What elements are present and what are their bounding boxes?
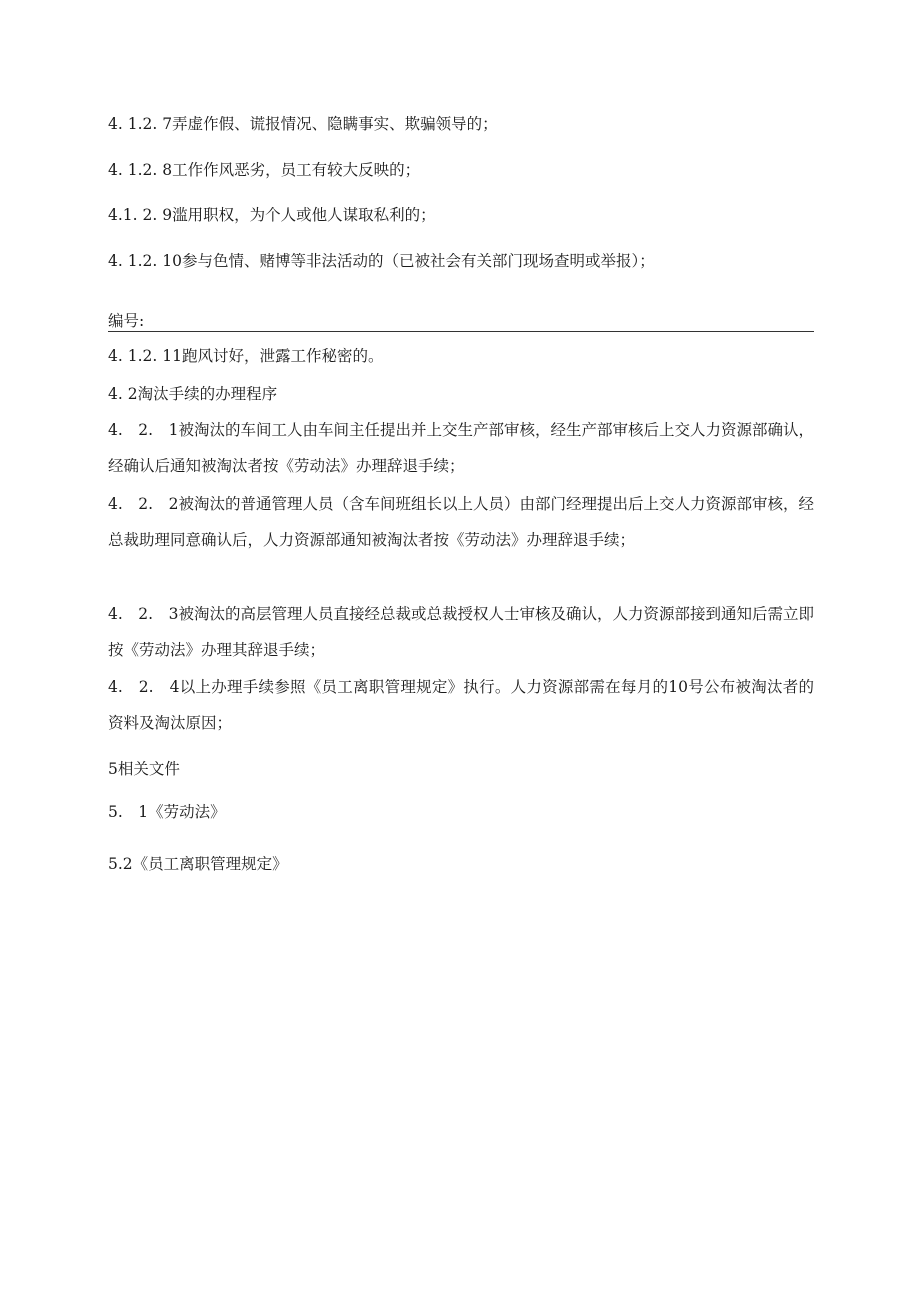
clause-4-1-2-7: 4. 1.2. 7弄虚作假、谎报情况、隐瞒事实、欺骗领导的； <box>108 115 498 133</box>
clause-4-1-2-8: 4. 1.2. 8工作作风恶劣，员工有较大反映的； <box>108 161 421 179</box>
clause-4-1-2-10: 4. 1.2. 10参与色情、赌博等非法活动的（已被社会有关部门现场查明或举报）； <box>108 252 655 270</box>
clause-4-2-1: 4. 2. 1被淘汰的车间工人由车间主任提出并上交生产部审核，经生产部审核后上交人力资源部确认，经确认后通知被淘汰者按《劳动法》办理辞退手续； <box>108 421 814 475</box>
clause-5-2: 5.2《员工离职管理规定》 <box>108 855 288 873</box>
clause-4-2-3: 4. 2. 3被淘汰的高层管理人员直接经总裁或总裁授权人士审核及确认，人力资源部接到通知后需立即按《劳动法》办理其辞退手续； <box>108 605 814 659</box>
clause-4-1-2-9: 4.1. 2. 9滥用职权，为个人或他人谋取私利的； <box>108 206 436 224</box>
clause-5-1: 5. 1《劳动法》 <box>108 803 226 821</box>
clause-4-1-2-11: 4. 1.2. 11跑风讨好，泄露工作秘密的。 <box>108 347 384 365</box>
section-5-heading: 5相关文件 <box>108 760 180 778</box>
header-divider <box>108 331 814 332</box>
clause-4-2-4: 4. 2. 4以上办理手续参照《员工离职管理规定》执行。人力资源部需在每月的10号公布被淘汰者的资料及淘汰原因； <box>108 678 814 732</box>
header-number-label: 编号: <box>108 312 145 330</box>
clause-4-2-2: 4. 2. 2被淘汰的普通管理人员（含车间班组长以上人员）由部门经理提出后上交人力资源部审核，经总裁助理同意确认后，人力资源部通知被淘汰者按《劳动法》办理辞退手续； <box>108 495 814 549</box>
section-4-2-heading: 4. 2淘汰手续的办理程序 <box>108 385 278 403</box>
